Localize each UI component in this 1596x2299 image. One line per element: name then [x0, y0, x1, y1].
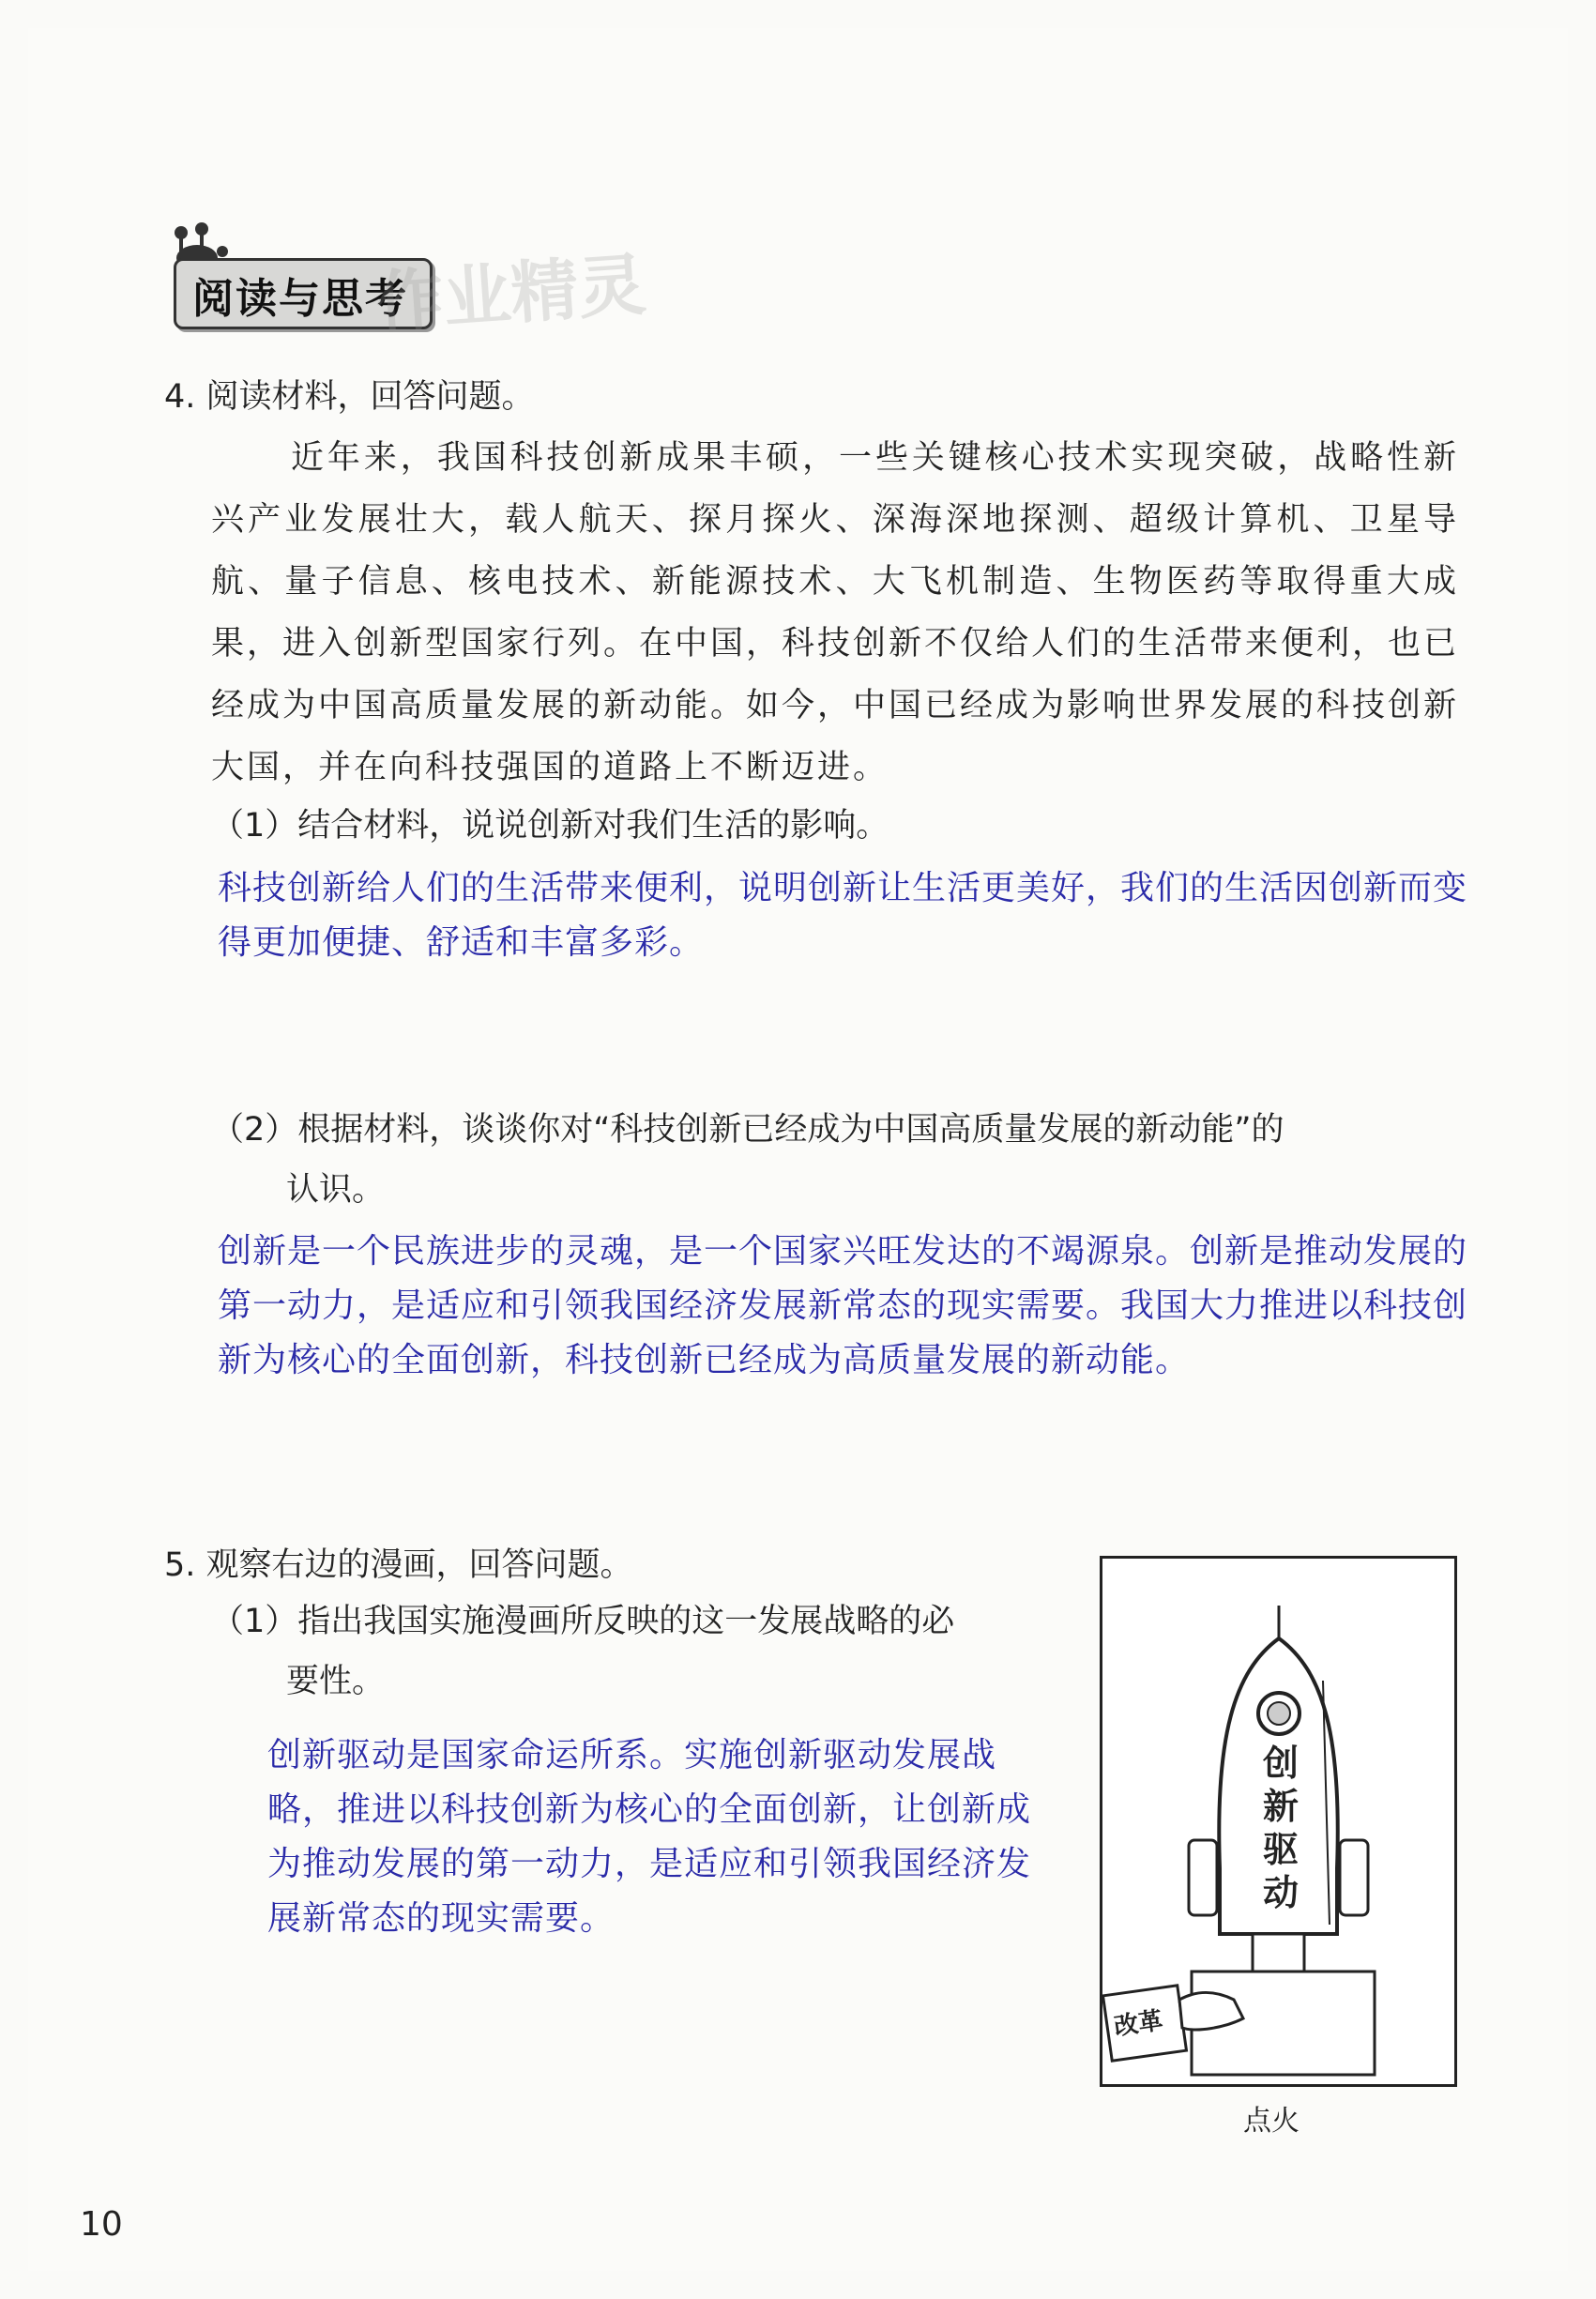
answer-5-1: 创新驱动是国家命运所系。实施创新驱动发展战略，推进以科技创新为核心的全面创新，让创新成为推动发展的第一动力，是适应和引领我国经济发展新常态的现实需要。 — [267, 1736, 1032, 1938]
answer-4-2: 创新是一个民族进步的灵魂，是一个国家兴旺发达的不竭源泉。创新是推动发展的第一动力，是适应和引领我国经济发展新常态的现实需要。我国大力推进以科技创新为核心的全面创新，科技创新已经成为高质量发展的新动能。 — [218, 1232, 1468, 1379]
sub-prompt-line2: 要性。 — [286, 1663, 386, 1700]
page-number: 10 — [80, 2205, 123, 2244]
question-4-1-prompt — [211, 796, 889, 856]
sub-prompt-line2: 认识。 — [286, 1171, 386, 1209]
question-4-title: 4. 阅读材料，回答问题。 — [164, 378, 535, 416]
material-paragraph: 近年来，我国科技创新成果丰硕，一些关键核心技术实现突破，战略性新兴产业发展壮大，载人航天、探月探火、深海深地探测、超级计算机、卫星导航、量子信息、核电技术、新能源技术、大飞机制造、生物医药等取得重大成果，进入创新型国家行列。在中国，科技创新不仅给人们的生活带来便利，也已经成为中国高质量发展的新动能。如今，中国已经成为影响世界发展的科技创新大国，并在向科技强国的道路上不断迈进。 — [211, 439, 1460, 786]
watermark: 作业精灵 — [372, 245, 649, 343]
hand-label: 改革 — [1112, 2006, 1165, 2042]
sub-number: （2） — [211, 1111, 298, 1149]
cartoon-frame — [1100, 1556, 1457, 2087]
cartoon-caption: 点火 — [1243, 2105, 1300, 2138]
answer-4-1: 科技创新给人们的生活带来便利，说明创新让生活更美好，我们的生活因创新而变得更加便捷、舒适和丰富多彩。 — [218, 869, 1468, 962]
sub-prompt-line1: 根据材料，谈谈你对“科技创新已经成为中国高质量发展的新动能”的 — [297, 1111, 1284, 1149]
sub-number: （1） — [211, 807, 298, 845]
rocket-label: 创新驱动 — [1262, 1743, 1299, 1913]
sub-prompt: 结合材料，说说创新对我们生活的影响。 — [297, 807, 889, 845]
reading-material — [211, 427, 1459, 799]
section-title: 阅读与思考 — [192, 275, 408, 323]
question-5-1-prompt — [211, 1591, 1084, 1712]
sub-prompt-line1: 指出我国实施漫画所反映的这一发展战略的必 — [297, 1603, 955, 1640]
question-5-title: 5. 观察右边的漫画，回答问题。 — [164, 1546, 633, 1584]
sub-number: （1） — [211, 1603, 298, 1640]
question-4-2-prompt — [211, 1100, 1468, 1220]
